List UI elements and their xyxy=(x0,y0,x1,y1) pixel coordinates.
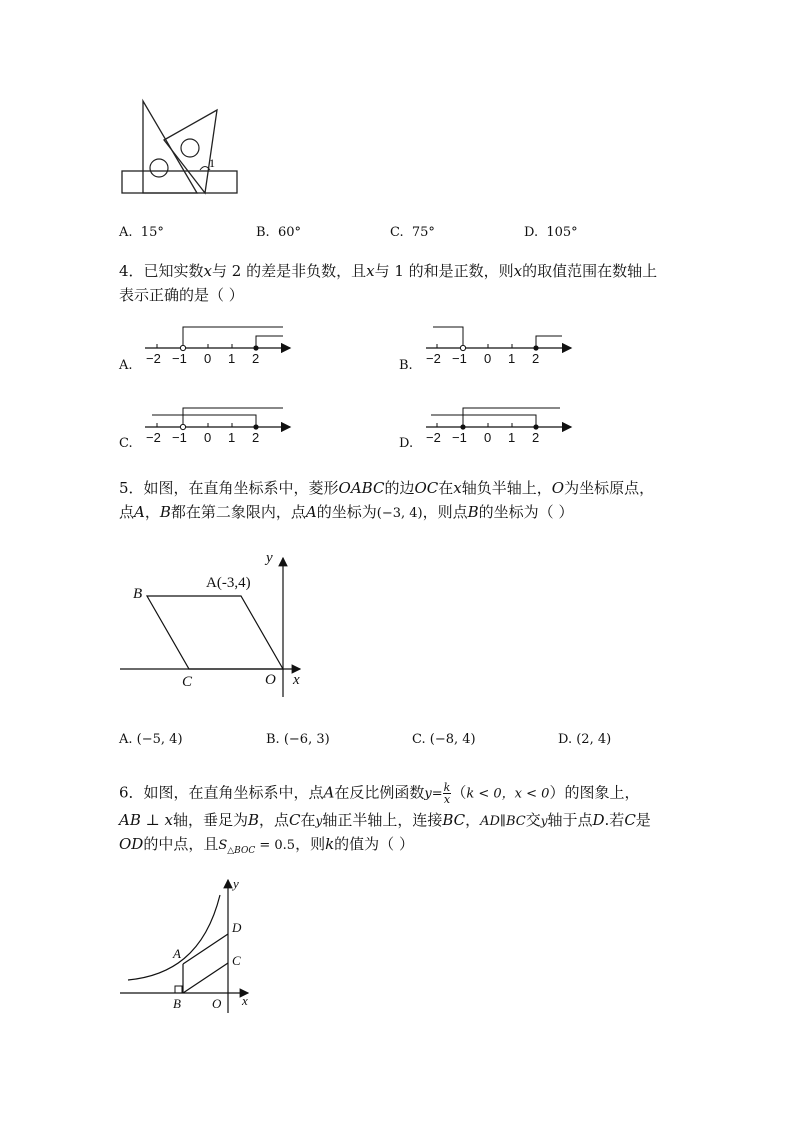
q4-a-tick-neg1: −1 xyxy=(172,351,187,366)
q4-c-tick-neg2: −2 xyxy=(146,430,161,445)
q3-option-d[interactable]: D. 105° xyxy=(524,225,578,240)
q4-d-tick-neg1: −1 xyxy=(452,430,467,445)
q5-point-b-label: B xyxy=(133,586,143,602)
q4-a-tick-0: 0 xyxy=(204,351,212,366)
q4-c-tick-0: 0 xyxy=(204,430,212,445)
q6-fraction: $\frac{k}{x}$ xyxy=(443,781,451,806)
q6-y-axis-label: y xyxy=(233,876,239,891)
q5-x-axis-label: x xyxy=(293,672,300,688)
q6-point-o-label: O xyxy=(212,996,222,1011)
q4-option-b[interactable]: B. xyxy=(399,358,413,373)
q3-option-c[interactable]: C. 75° xyxy=(390,225,435,240)
q4-b-tick-2: 2 xyxy=(532,351,540,366)
q5-option-d[interactable]: D. (2, 4) xyxy=(558,732,612,747)
q4-stem-line2: 表示正确的是（ ） xyxy=(119,286,244,304)
q6-point-b-label: B xyxy=(173,996,181,1011)
q3-option-b[interactable]: B. 60° xyxy=(256,225,301,240)
q4-d-tick-1: 1 xyxy=(508,430,516,445)
q4-c-tick-neg1: −1 xyxy=(172,430,187,445)
q6-point-c-label: C xyxy=(232,953,241,968)
q4-b-tick-neg1: −1 xyxy=(452,351,467,366)
q4-a-tick-1: 1 xyxy=(228,351,236,366)
q4-a-tick-2: 2 xyxy=(252,351,260,366)
q6-point-d-label: D xyxy=(232,920,242,935)
q5-point-a-label: A(-3,4) xyxy=(206,575,251,591)
q4-b-tick-1: 1 xyxy=(508,351,516,366)
q4-b-tick-neg2: −2 xyxy=(426,351,441,366)
q4-a-tick-neg2: −2 xyxy=(146,351,161,366)
q4-option-a[interactable]: A. xyxy=(119,358,133,373)
q4-b-tick-0: 0 xyxy=(484,351,492,366)
q3-option-a[interactable]: A. 15° xyxy=(119,225,164,240)
q5-point-o-label: O xyxy=(265,672,276,688)
q5-point-c-label: C xyxy=(182,674,193,690)
q4-c-tick-1: 1 xyxy=(228,430,236,445)
q3-angle-label: 1 xyxy=(209,156,215,170)
q5-option-b[interactable]: B. (−6, 3) xyxy=(266,732,330,747)
q6-point-a-label: A xyxy=(173,946,181,961)
q5-option-a[interactable]: A. (−5, 4) xyxy=(119,732,183,747)
q5-y-axis-label: y xyxy=(266,550,273,566)
q6-x-axis-label: x xyxy=(242,993,248,1008)
q5-option-c[interactable]: C. (−8, 4) xyxy=(412,732,476,747)
q6-stem-line1: 6．如图，在直角坐标系中，点A在反比例函数y= $\frac{k}{x}$ （k < 0，x < 0）的图象上， xyxy=(119,781,640,806)
q4-d-tick-0: 0 xyxy=(484,430,492,445)
q4-option-d[interactable]: D. xyxy=(399,436,414,451)
q4-d-tick-2: 2 xyxy=(532,430,540,445)
q5-stem-line1: 5．如图，在直角坐标系中，菱形OABC的边OC在x轴负半轴上，O为坐标原点， xyxy=(119,479,655,497)
q4-option-c[interactable]: C. xyxy=(119,436,133,451)
q6-stem-line3: OD的中点，且$S_{\triangle BOC} = 0.5$，则k的值为（ ） xyxy=(119,835,414,856)
q4-c-tick-2: 2 xyxy=(252,430,260,445)
q4-d-tick-neg2: −2 xyxy=(426,430,441,445)
q6-stem-line2: AB ⊥ x轴，垂足为B，点C在y轴正半轴上，连接BC，AD∥BC交y轴于点D.若C是 xyxy=(119,811,651,829)
q5-stem-line2: 点A，B都在第二象限内，点A的坐标为(−3, 4)，则点B的坐标为（ ） xyxy=(119,503,574,521)
q4-stem-line1: 4．已知实数x与 2 的差是非负数，且x与 1 的和是正数，则x的取值范围在数轴上 xyxy=(119,262,658,280)
